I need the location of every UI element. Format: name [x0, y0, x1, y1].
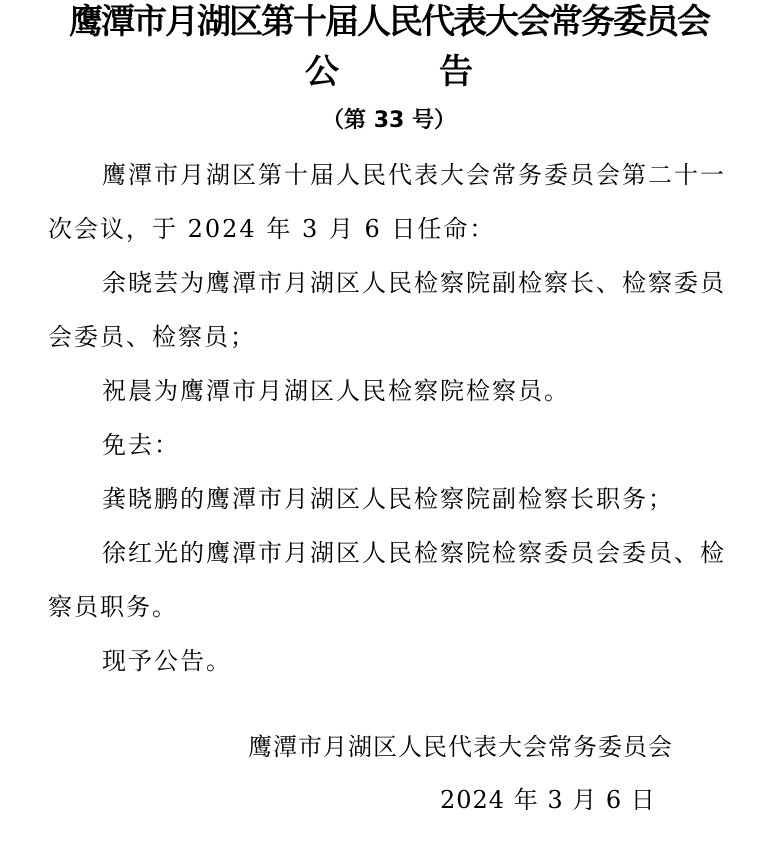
announcement-number: （第 33 号）: [322, 108, 456, 133]
signature-organization: 鹰潭市月湖区人民代表大会常务委员会: [248, 733, 673, 761]
paragraph-closing: 现予公告。: [102, 647, 232, 675]
paragraph-removal-intro: 免去：: [102, 431, 180, 459]
title-line-2: [0, 52, 778, 92]
title-line-1: 鹰潭市月湖区第十届人民代表大会常务委员会: [69, 2, 709, 42]
title-char-gao: 告: [439, 52, 473, 92]
signature-date: 2024 年 3 月 6 日: [440, 786, 656, 814]
paragraph-appointment-2: 祝晨为鹰潭市月湖区人民检察院检察员。: [102, 377, 570, 405]
paragraph-removal-1: 龚晓鹏的鹰潭市月湖区人民检察院副检察长职务；: [102, 485, 674, 513]
paragraph-appointment-1: 余晓芸为鹰潭市月湖区人民检察院副检察长、检察委员会委员、检察员；: [48, 269, 726, 351]
title-char-gong: 公: [305, 52, 339, 92]
paragraph-removal-2: 徐红光的鹰潭市月湖区人民检察院检察委员会委员、检察员职务。: [48, 539, 726, 621]
paragraph-appointment-intro: 鹰潭市月湖区第十届人民代表大会常务委员会第二十一次会议，于 2024 年 3 月 6 日任命：: [48, 161, 726, 243]
announcement-body: [48, 148, 742, 688]
